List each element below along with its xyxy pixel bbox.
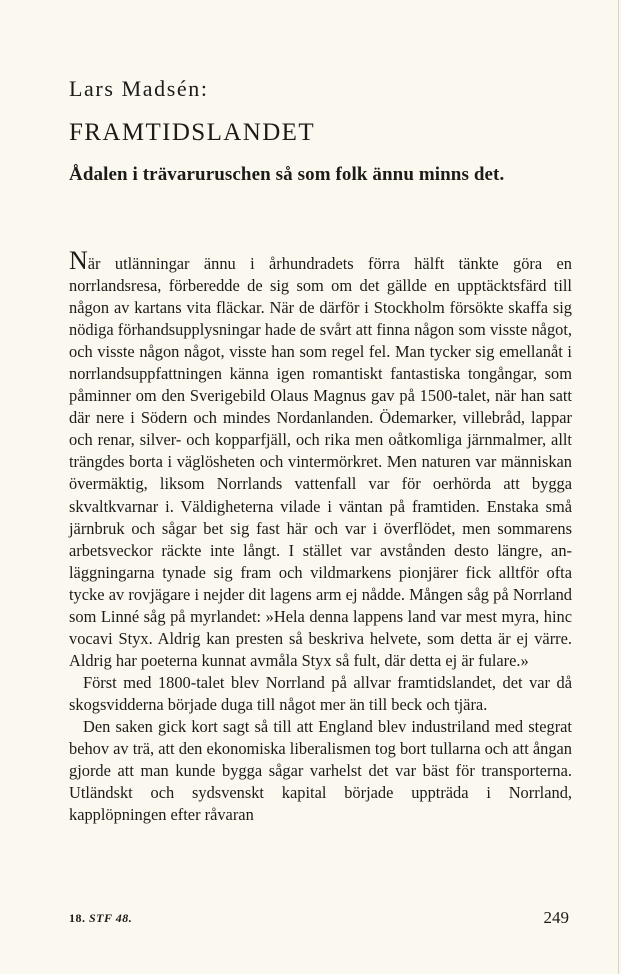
paragraph-3 xyxy=(69,716,572,826)
page-edge-divider xyxy=(618,0,619,974)
article-body xyxy=(69,246,572,826)
paragraph-2 xyxy=(69,672,572,716)
paragraph-text: Först med 1800-talet blev Norrland på allvar framtidslandet, det var då skogsvidderna började duga till något mer än till beck och tjära. xyxy=(69,672,572,714)
paragraph-1 xyxy=(69,246,572,672)
article-subtitle: Ådalen i trävaruruschen så som folk ännu minns det. xyxy=(69,164,505,185)
page-number: 249 xyxy=(543,908,569,927)
printer-signature xyxy=(69,911,132,926)
author-name: Lars Madsén: xyxy=(69,76,209,101)
paragraph-text: är utlänningar ännu i århundradets förra hälft tänkte göra en norrlandsresa, förberedde de sig som om det gällde en upptäcktsfärd till någon av kartans vita fläckar. När de därför i Stockholm försökte skaffa sig nödiga förhandsupplysningar hade de svårt att finna någon som visste något, och visste någon något, visste han som regel fel. Man tycker sig emellanåt i norrlandsuppfattningen känna igen romantiskt fantastiska tongångar, som påminner om den Sverigebild Olaus Magnus gav på 1500-talet, när han satt där nere i Södern och mindes Nordanlanden. Ödemarker, villebråd, lappar och renar, silver- och kopparfjäll, och rika men oåtkomliga järnmalmer, allt trängdes borta i väglösheten och vintermörkret. Men naturen var människan övermäktig, liksom Norrlands vattenfall var för oerhörda att bygga skvaltkvarnar i. Väldigheterna vilade i väntan på framtiden. Enstaka små järnbruk och sågar bet sig fast här och var i överflödet, men sommarens arbetsveckor räckte inte långt. I stället var avstånden desto längre, anläggningarna tynade sig fram och vildmarkens pionjärer fick alltför ofta tycke av rovjägare i nejder dit lagens arm ej nådde. Mången såg på Norrland som Linné såg på myrlandet: »Hela denna lappens land var mest myra, hinc vocavi Styx. Aldrig kan presten så beskriva helvete, som detta är ej värre. Aldrig har poeterna kunnat avmåla Styx så fult, där detta ej är fulare.» xyxy=(69,254,572,670)
article-title: FRAMTIDSLANDET xyxy=(69,119,315,146)
drop-cap: N xyxy=(69,246,88,275)
paragraph-text: Den saken gick kort sagt så till att England blev industriland med stegrat behov av trä, att den ekonomiska liberalismen tog bort tullarna och att ångan gjorde att man kunde bygga sågar varhelst det var bäst för transporterna. Utländskt och sydsvenskt kapital började uppträda i Norrland, kapplöpningen efter råvaran xyxy=(69,716,572,825)
signature-number: 18. xyxy=(69,911,86,925)
signature-text: STF 48. xyxy=(89,911,133,925)
